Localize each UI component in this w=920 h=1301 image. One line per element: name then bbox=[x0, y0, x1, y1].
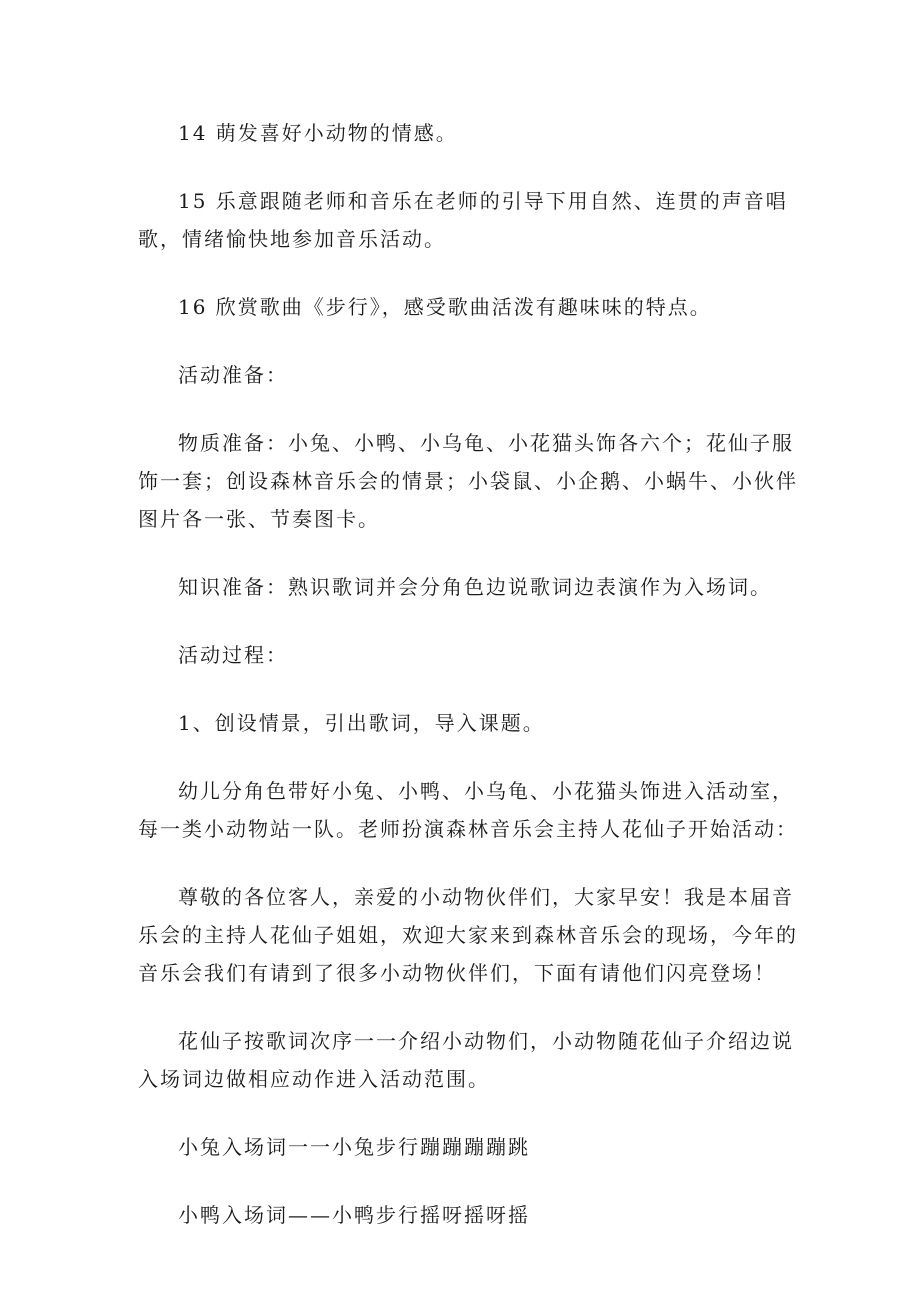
paragraph-duck-entry: 小鸭入场词——小鸭步行摇呀摇呀摇 bbox=[178, 1203, 530, 1227]
paragraph-children-entry: 幼儿分角色带好小兔、小鸭、小乌龟、小花猫头饰进入活动室，每一类小动物站一队。老师扮演森林音乐会主持人花仙子开始活动： bbox=[138, 779, 798, 841]
paragraph-objective-16: 16 欣赏歌曲《步行》，感受歌曲活泼有趣味味的特点。 bbox=[178, 295, 712, 319]
paragraph-objective-15: 15 乐意跟随老师和音乐在老师的引导下用自然、连贯的声音唱歌，情绪愉快地参加音乐活动。 bbox=[138, 189, 788, 251]
paragraph-introduction: 花仙子按歌词次序一一介绍小动物们，小动物随花仙子介绍边说入场词边做相应动作进入活动范围。 bbox=[138, 1029, 794, 1091]
section-heading-preparation: 活动准备： bbox=[178, 363, 288, 387]
paragraph-objective-14: 14 萌发喜好小动物的情感。 bbox=[178, 121, 458, 145]
paragraph-host-speech: 尊敬的各位客人，亲爱的小动物伙伴们，大家早安！我是本届音乐会的主持人花仙子姐姐，欢迎大家来到森林音乐会的现场，今年的音乐会我们有请到了很多小动物伙伴们，下面有请他们闪亮登场！ bbox=[138, 885, 798, 985]
paragraph-material-preparation: 物质准备：小兔、小鸭、小乌龟、小花猫头饰各六个；花仙子服饰一套；创设森林音乐会的情景；小袋鼠、小企鹅、小蜗牛、小伙伴图片各一张、节奏图卡。 bbox=[138, 431, 798, 531]
paragraph-rabbit-entry: 小兔入场词一一小兔步行蹦蹦蹦蹦跳 bbox=[178, 1135, 530, 1159]
paragraph-step-1: 1、创设情景，引出歌词，导入课题。 bbox=[178, 711, 545, 735]
paragraph-knowledge-preparation: 知识准备：熟识歌词并会分角色边说歌词边表演作为入场词。 bbox=[178, 575, 772, 599]
section-heading-process: 活动过程： bbox=[178, 643, 288, 667]
